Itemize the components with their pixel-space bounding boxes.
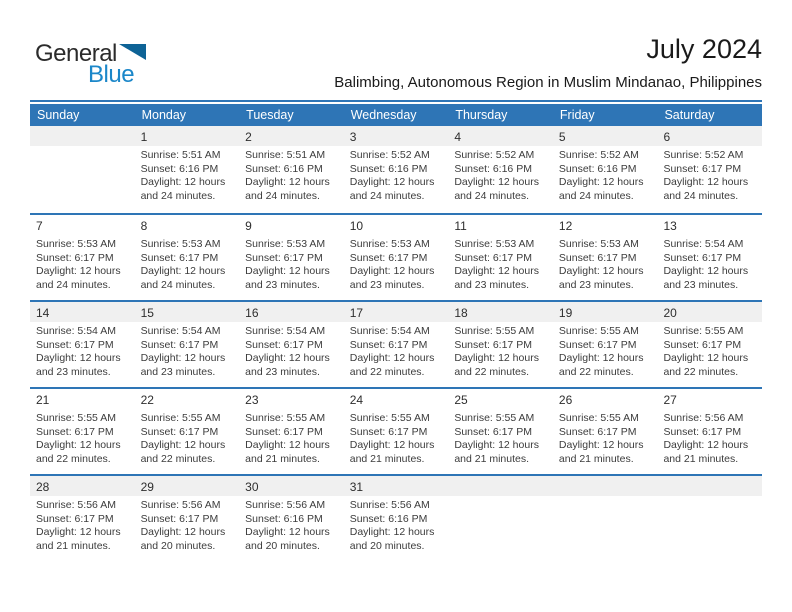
day-detail-line: Daylight: 12 hours — [36, 265, 121, 277]
week-row — [30, 387, 762, 474]
day-details — [553, 412, 658, 466]
day-detail-line: and 24 minutes. — [36, 278, 111, 291]
week-row — [30, 213, 762, 300]
day-detail-line: Daylight: 12 hours — [454, 265, 539, 277]
day-cell — [135, 302, 240, 387]
day-cell — [553, 126, 658, 213]
day-details — [30, 412, 135, 466]
day-detail-line: and 24 minutes. — [140, 278, 216, 291]
page-title: July 2024 — [646, 34, 762, 64]
day-details — [239, 238, 344, 292]
day-cell — [553, 215, 658, 300]
day-detail-line: Sunrise: 5:55 AM — [245, 412, 326, 424]
day-detail-line: and 23 minutes. — [36, 365, 111, 378]
day-details — [448, 412, 553, 466]
day-detail-line: Daylight: 12 hours — [140, 352, 226, 364]
day-detail-line: Sunrise: 5:53 AM — [140, 238, 221, 250]
day-detail-line: and 24 minutes. — [349, 189, 425, 202]
day-detail-line: Sunrise: 5:53 AM — [36, 238, 116, 250]
weekday-header-monday: Monday — [141, 108, 187, 122]
day-detail-line: Sunset: 6:16 PM — [454, 162, 532, 175]
day-detail-line: and 21 minutes. — [245, 452, 320, 465]
day-number: 21 — [36, 393, 50, 407]
day-detail-line: Sunset: 6:17 PM — [454, 251, 532, 264]
day-detail-line: and 22 minutes. — [558, 365, 634, 378]
day-detail-line: Daylight: 12 hours — [454, 176, 539, 188]
day-detail-line: Sunrise: 5:51 AM — [245, 149, 326, 161]
day-number: 25 — [454, 393, 468, 407]
day-detail-line: Sunrise: 5:54 AM — [36, 325, 116, 337]
header-divider-rule — [30, 100, 762, 102]
week-row — [30, 474, 762, 561]
day-detail-line: Daylight: 12 hours — [349, 176, 435, 188]
day-detail-line: Sunset: 6:16 PM — [349, 512, 428, 525]
day-detail-line: Daylight: 12 hours — [245, 439, 330, 451]
day-number: 10 — [349, 219, 364, 233]
day-cell — [344, 389, 449, 474]
day-detail-line: Sunset: 6:16 PM — [140, 162, 219, 175]
day-number: 24 — [349, 393, 364, 407]
empty-day-cell — [448, 476, 553, 561]
day-detail-line: Sunset: 6:17 PM — [140, 251, 219, 264]
day-detail-line: Sunrise: 5:53 AM — [245, 238, 326, 250]
day-detail-line: Daylight: 12 hours — [663, 352, 749, 364]
day-details — [448, 325, 553, 379]
day-detail-line: and 20 minutes. — [140, 539, 216, 552]
day-detail-line: Sunset: 6:17 PM — [140, 512, 219, 525]
day-number: 11 — [454, 219, 467, 233]
empty-day-cell — [30, 126, 135, 213]
day-number: 13 — [663, 219, 677, 233]
day-detail-line: Daylight: 12 hours — [140, 439, 226, 451]
day-number — [448, 476, 553, 496]
day-cell — [344, 215, 449, 300]
day-number: 3 — [344, 126, 449, 146]
day-detail-line: Sunrise: 5:52 AM — [558, 149, 639, 161]
day-detail-line: Sunrise: 5:52 AM — [349, 149, 430, 161]
day-cell — [657, 302, 762, 387]
day-detail-line: Sunset: 6:17 PM — [663, 425, 742, 438]
day-number: 31 — [344, 476, 449, 496]
day-detail-line: Sunset: 6:17 PM — [140, 338, 219, 351]
day-cell — [135, 389, 240, 474]
day-detail-line: Sunrise: 5:52 AM — [454, 149, 535, 161]
day-details — [135, 149, 240, 203]
day-detail-line: Daylight: 12 hours — [36, 352, 121, 364]
day-detail-line: Sunset: 6:17 PM — [245, 425, 323, 438]
day-detail-line: Daylight: 12 hours — [663, 176, 749, 188]
day-detail-line: Daylight: 12 hours — [663, 265, 749, 277]
day-details — [553, 238, 658, 292]
day-detail-line: Sunrise: 5:56 AM — [663, 412, 744, 424]
general-blue-logo — [35, 42, 146, 87]
day-cell — [30, 215, 135, 300]
day-details — [239, 149, 344, 203]
day-cell — [657, 389, 762, 474]
day-detail-line: and 22 minutes. — [454, 365, 530, 378]
day-number: 19 — [553, 302, 658, 322]
day-detail-line: Sunrise: 5:55 AM — [454, 412, 535, 424]
day-cell — [344, 302, 449, 387]
day-detail-line: and 22 minutes. — [36, 452, 111, 465]
day-detail-line: Sunrise: 5:54 AM — [245, 325, 326, 337]
day-detail-line: Sunrise: 5:55 AM — [454, 325, 535, 337]
day-detail-line: Sunrise: 5:56 AM — [140, 499, 221, 511]
logo-text-general: General — [35, 40, 117, 67]
day-details — [344, 499, 449, 553]
day-cell — [239, 476, 344, 561]
day-number: 22 — [140, 393, 154, 407]
day-detail-line: Sunset: 6:17 PM — [36, 251, 114, 264]
day-detail-line: Daylight: 12 hours — [558, 265, 644, 277]
day-cell — [239, 126, 344, 213]
day-detail-line: Sunset: 6:17 PM — [454, 338, 532, 351]
day-number: 16 — [239, 302, 344, 322]
title-block — [334, 34, 762, 91]
day-detail-line: Daylight: 12 hours — [558, 176, 644, 188]
day-detail-line: Sunset: 6:17 PM — [663, 251, 742, 264]
day-details — [344, 412, 449, 466]
day-detail-line: Sunset: 6:17 PM — [349, 338, 428, 351]
day-cell — [135, 215, 240, 300]
day-details — [30, 325, 135, 379]
day-detail-line: and 22 minutes. — [140, 452, 216, 465]
day-cell — [657, 215, 762, 300]
day-number: 5 — [553, 126, 658, 146]
day-details — [448, 238, 553, 292]
day-details — [239, 499, 344, 553]
day-cell — [30, 389, 135, 474]
day-cell — [239, 302, 344, 387]
day-detail-line: Daylight: 12 hours — [349, 352, 435, 364]
day-detail-line: Daylight: 12 hours — [245, 352, 330, 364]
weekday-header-tuesday: Tuesday — [246, 108, 294, 122]
week-row — [30, 126, 762, 213]
day-details — [135, 238, 240, 292]
day-details — [239, 412, 344, 466]
day-details — [657, 149, 762, 203]
day-detail-line: and 24 minutes. — [663, 189, 739, 202]
weekday-header-saturday: Saturday — [664, 108, 715, 122]
day-details — [553, 149, 658, 203]
weekday-header-sunday: Sunday — [37, 108, 80, 122]
day-detail-line: Daylight: 12 hours — [140, 265, 226, 277]
day-number: 17 — [344, 302, 449, 322]
day-number: 27 — [663, 393, 677, 407]
day-detail-line: Daylight: 12 hours — [140, 526, 226, 538]
day-cell — [135, 126, 240, 213]
day-number: 14 — [30, 302, 135, 322]
day-detail-line: Daylight: 12 hours — [36, 526, 121, 538]
weekday-header-wednesday: Wednesday — [350, 108, 417, 122]
week-row — [30, 300, 762, 387]
day-detail-line: and 23 minutes. — [140, 365, 216, 378]
day-detail-line: Sunset: 6:17 PM — [36, 425, 114, 438]
day-detail-line: Sunrise: 5:53 AM — [349, 238, 430, 250]
day-details — [239, 325, 344, 379]
day-cell — [448, 389, 553, 474]
day-detail-line: Daylight: 12 hours — [140, 176, 226, 188]
day-cell — [239, 389, 344, 474]
day-detail-line: Sunset: 6:16 PM — [349, 162, 428, 175]
day-details — [135, 499, 240, 553]
day-number: 15 — [135, 302, 240, 322]
day-detail-line: Daylight: 12 hours — [558, 439, 644, 451]
location-subtitle: Balimbing, Autonomous Region in Muslim Mindanao, Philippines — [334, 74, 762, 91]
day-number: 6 — [657, 126, 762, 146]
day-detail-line: and 21 minutes. — [558, 452, 634, 465]
day-details — [344, 149, 449, 203]
day-detail-line: Daylight: 12 hours — [245, 176, 330, 188]
day-detail-line: and 24 minutes. — [140, 189, 216, 202]
day-detail-line: Sunset: 6:16 PM — [245, 162, 323, 175]
day-cell — [448, 302, 553, 387]
day-detail-line: and 23 minutes. — [245, 278, 320, 291]
day-cell — [448, 215, 553, 300]
day-number: 9 — [245, 219, 252, 233]
day-detail-line: Daylight: 12 hours — [454, 439, 539, 451]
day-details — [344, 325, 449, 379]
day-details — [657, 412, 762, 466]
logo-triangle-icon — [119, 44, 146, 60]
empty-day-cell — [553, 476, 658, 561]
day-number: 29 — [135, 476, 240, 496]
day-number: 20 — [657, 302, 762, 322]
day-cell — [30, 476, 135, 561]
day-detail-line: Sunset: 6:17 PM — [558, 251, 637, 264]
day-number: 23 — [245, 393, 259, 407]
weekday-header-thursday: Thursday — [455, 108, 508, 122]
day-detail-line: and 20 minutes. — [349, 539, 425, 552]
day-detail-line: Daylight: 12 hours — [558, 352, 644, 364]
day-detail-line: Sunset: 6:17 PM — [558, 425, 637, 438]
weekday-header-row — [30, 104, 762, 126]
day-detail-line: and 23 minutes. — [245, 365, 320, 378]
day-detail-line: and 22 minutes. — [663, 365, 739, 378]
day-cell — [553, 302, 658, 387]
day-details — [135, 412, 240, 466]
day-detail-line: Sunset: 6:17 PM — [454, 425, 532, 438]
day-detail-line: Sunset: 6:17 PM — [36, 512, 114, 525]
day-detail-line: and 21 minutes. — [349, 452, 425, 465]
day-number: 12 — [558, 219, 573, 233]
day-number: 26 — [558, 393, 573, 407]
day-details — [344, 238, 449, 292]
day-number: 18 — [448, 302, 553, 322]
day-number: 30 — [239, 476, 344, 496]
day-number — [553, 476, 658, 496]
day-detail-line: and 23 minutes. — [663, 278, 739, 291]
day-detail-line: and 24 minutes. — [558, 189, 634, 202]
day-detail-line: Sunrise: 5:55 AM — [558, 325, 639, 337]
day-cell — [344, 126, 449, 213]
empty-day-cell — [657, 476, 762, 561]
day-detail-line: Sunset: 6:17 PM — [349, 251, 428, 264]
day-detail-line: Daylight: 12 hours — [663, 439, 749, 451]
day-detail-line: Sunset: 6:17 PM — [663, 338, 742, 351]
day-number: 2 — [239, 126, 344, 146]
day-number — [657, 476, 762, 496]
day-details — [448, 149, 553, 203]
logo-text-blue: Blue — [88, 61, 135, 88]
day-details — [553, 325, 658, 379]
day-detail-line: and 23 minutes. — [454, 278, 530, 291]
day-detail-line: and 21 minutes. — [663, 452, 739, 465]
day-number: 4 — [448, 126, 553, 146]
day-detail-line: Sunrise: 5:54 AM — [140, 325, 221, 337]
day-cell — [239, 215, 344, 300]
day-detail-line: Sunrise: 5:56 AM — [36, 499, 116, 511]
day-detail-line: Sunrise: 5:54 AM — [663, 238, 744, 250]
day-detail-line: and 23 minutes. — [558, 278, 634, 291]
day-detail-line: and 21 minutes. — [36, 539, 111, 552]
day-number: 7 — [36, 219, 43, 233]
day-cell — [30, 302, 135, 387]
day-detail-line: and 24 minutes. — [454, 189, 530, 202]
day-number: 1 — [135, 126, 240, 146]
day-details — [30, 499, 135, 553]
day-detail-line: Sunset: 6:16 PM — [558, 162, 637, 175]
day-detail-line: and 23 minutes. — [349, 278, 425, 291]
day-detail-line: Daylight: 12 hours — [349, 439, 435, 451]
day-detail-line: and 20 minutes. — [245, 539, 320, 552]
day-detail-line: and 21 minutes. — [454, 452, 530, 465]
day-detail-line: Daylight: 12 hours — [36, 439, 121, 451]
day-cell — [448, 126, 553, 213]
day-detail-line: Sunrise: 5:53 AM — [558, 238, 639, 250]
day-detail-line: Sunrise: 5:55 AM — [140, 412, 221, 424]
day-detail-line: Sunrise: 5:55 AM — [349, 412, 430, 424]
calendar-grid — [30, 126, 762, 561]
day-detail-line: Sunrise: 5:56 AM — [245, 499, 326, 511]
day-detail-line: Daylight: 12 hours — [349, 526, 435, 538]
day-detail-line: Daylight: 12 hours — [245, 526, 330, 538]
day-detail-line: Sunrise: 5:54 AM — [349, 325, 430, 337]
day-detail-line: Daylight: 12 hours — [349, 265, 435, 277]
day-detail-line: Sunrise: 5:51 AM — [140, 149, 221, 161]
day-cell — [135, 476, 240, 561]
day-detail-line: Sunrise: 5:55 AM — [558, 412, 639, 424]
day-detail-line: Sunset: 6:17 PM — [558, 338, 637, 351]
day-detail-line: Daylight: 12 hours — [454, 352, 539, 364]
day-detail-line: Sunrise: 5:53 AM — [454, 238, 535, 250]
day-cell — [657, 126, 762, 213]
day-detail-line: and 24 minutes. — [245, 189, 320, 202]
day-detail-line: Sunrise: 5:55 AM — [36, 412, 116, 424]
day-detail-line: Sunset: 6:17 PM — [349, 425, 428, 438]
day-number: 28 — [30, 476, 135, 496]
day-detail-line: Sunset: 6:16 PM — [245, 512, 323, 525]
day-detail-line: Sunrise: 5:52 AM — [663, 149, 744, 161]
day-details — [135, 325, 240, 379]
day-number: 8 — [140, 219, 148, 233]
day-detail-line: Sunset: 6:17 PM — [140, 425, 219, 438]
weekday-header-friday: Friday — [559, 108, 595, 122]
day-detail-line: Sunrise: 5:56 AM — [349, 499, 430, 511]
day-detail-line: and 22 minutes. — [349, 365, 425, 378]
day-details — [30, 238, 135, 292]
day-details — [657, 238, 762, 292]
day-details — [657, 325, 762, 379]
day-detail-line: Daylight: 12 hours — [245, 265, 330, 277]
day-detail-line: Sunset: 6:17 PM — [245, 338, 323, 351]
day-number — [30, 126, 135, 146]
day-detail-line: Sunset: 6:17 PM — [36, 338, 114, 351]
day-detail-line: Sunset: 6:17 PM — [663, 162, 742, 175]
day-cell — [553, 389, 658, 474]
day-detail-line: Sunrise: 5:55 AM — [663, 325, 744, 337]
day-detail-line: Sunset: 6:17 PM — [245, 251, 323, 264]
day-cell — [344, 476, 449, 561]
